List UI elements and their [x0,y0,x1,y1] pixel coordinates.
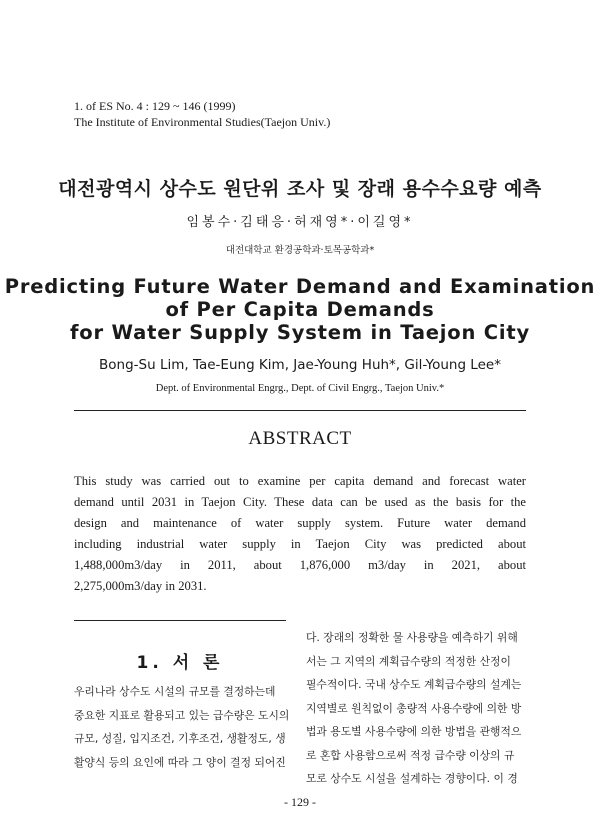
body-line: 규모, 성질, 입지조건, 기후조건, 생활정도, 생 [74,732,286,745]
abstract-body [74,471,526,597]
page-number: - 129 - [284,795,316,809]
body-line: 지역별로 원칙없이 총량적 사용수량에 의한 방 [306,701,522,715]
abstract-line: 2,275,000m3/day in 2031. [74,579,207,593]
english-title-line: Predicting Future Water Demand and Examination [4,275,596,298]
body-line: 우리나라 상수도 시설의 규모를 결정하는데 [74,685,276,698]
abstract-line: 1,488,000m3/day in 2011, about 1,876,000 m3/day in 2021, about [74,558,526,572]
abstract-line: including industrial water supply in Taejon City was predicted about [74,537,526,551]
abstract-line: design and maintenance of water supply system. Future water demand [74,516,526,530]
section-divider-rule [74,620,286,621]
english-title-line: of Per Capita Demands [165,298,435,321]
english-title [0,275,600,344]
abstract-heading: ABSTRACT [248,428,352,449]
english-title-line: for Water Supply System in Taejon City [70,321,530,344]
abstract-line: This study was carried out to examine per capita demand and forecast water [74,474,526,488]
divider-rule [74,410,526,411]
body-column-left [74,680,290,774]
body-line: 법과 용도별 사용수량에 의한 방법을 관행적으 [306,725,522,738]
body-line: 필수적이다. 국내 상수도 계획급수량의 설계는 [306,678,522,691]
journal-institute: The Institute of Environmental Studies(Taejon Univ.) [74,115,331,129]
body-line: 중요한 지표로 활용되고 있는 급수량은 도시의 [74,708,290,722]
korean-affiliation: 대전대학교 환경공학과·토목공학과* [225,245,375,256]
korean-title: 대전광역시 상수도 원단위 조사 및 장래 용수수요량 예측 [58,178,542,200]
body-line: 다. 장래의 정확한 물 사용량을 예측하기 위해 [306,631,518,644]
body-line: 로 혼합 사용함으로써 적정 급수량 이상의 규 [306,748,515,762]
body-line: 모로 상수도 시설을 설계하는 경향이다. 이 경 [306,772,518,785]
section-heading: 1. 서 론 [136,653,224,673]
abstract-line: demand until 2031 in Taejon City. These data can be used as the basis for the [74,495,526,509]
body-line: 서는 그 지역의 계획급수량의 적정한 산정이 [306,654,511,668]
english-affiliation: Dept. of Environmental Engrg., Dept. of Civil Engrg., Taejon Univ.* [155,383,445,394]
body-column-right [306,626,527,791]
body-line: 활양식 등의 요인에 따라 그 양이 결정 되어진 [74,755,286,769]
journal-header [74,98,330,130]
korean-authors: 임봉수·김태응·허재영*·이길영* [186,215,414,230]
english-authors: Bong-Su Lim, Tae-Eung Kim, Jae-Young Huh*, Gil-Young Lee* [99,357,501,373]
journal-citation: 1. of ES No. 4 : 129 ~ 146 (1999) [74,99,236,113]
